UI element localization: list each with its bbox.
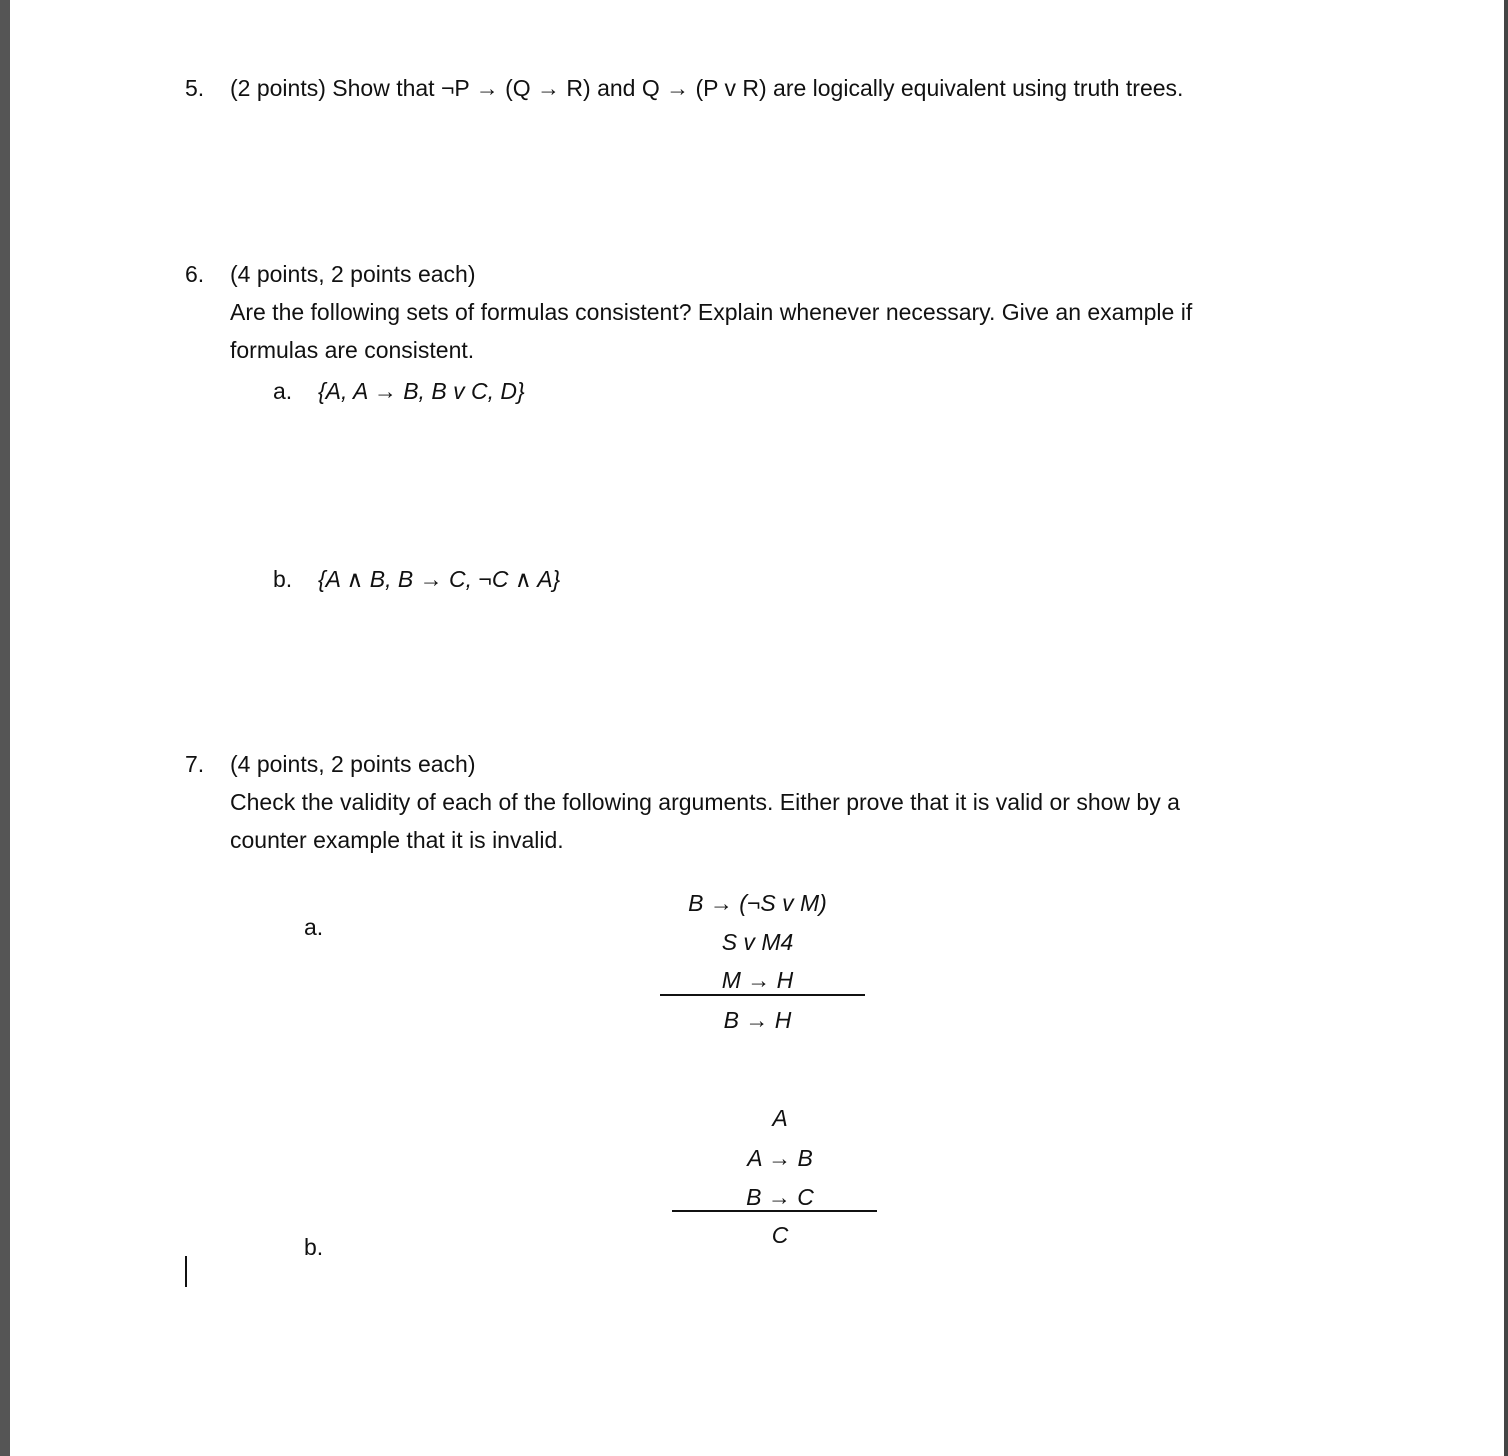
q6a-label: a. <box>273 378 293 404</box>
q7b-conclusion-line <box>672 1210 877 1212</box>
q7a-premise-3: M → H <box>721 967 794 993</box>
q7-number: 7. <box>185 751 205 777</box>
q6-points: (4 points, 2 points each) <box>230 261 476 287</box>
q7b-premise-2: A → B <box>747 1145 813 1171</box>
q5-text: (2 points) Show that ¬P → (Q → R) and Q → (P v R) are logically equivalent using truth trees. <box>230 75 1184 101</box>
q7a-premise-2: S v M4 <box>721 929 794 955</box>
q5-number: 5. <box>185 75 205 101</box>
q7b-premise-3: B → C <box>746 1184 814 1210</box>
q7b-conclusion: C <box>771 1222 789 1248</box>
q7-points: (4 points, 2 points each) <box>230 751 476 777</box>
q6-number: 6. <box>185 261 205 287</box>
q7a-premise-1: B → (¬S v M) <box>688 890 827 916</box>
q6-prompt-line2: formulas are consistent. <box>230 337 475 363</box>
q6b-label: b. <box>273 566 293 592</box>
q7a-conclusion: B → H <box>723 1007 792 1033</box>
q6-prompt-line1: Are the following sets of formulas consistent? Explain whenever necessary. Give an example if <box>230 299 1193 325</box>
left-page-edge <box>0 0 10 1456</box>
q7a-label: a. <box>304 914 324 940</box>
right-page-edge <box>1504 0 1508 1456</box>
q7-prompt-line2: counter example that it is invalid. <box>230 827 564 853</box>
q7a-conclusion-line <box>660 994 865 996</box>
q6b-set: {A ∧ B, B → C, ¬C ∧ A} <box>318 566 561 592</box>
text-cursor[interactable] <box>185 1256 187 1287</box>
q7-prompt-line1: Check the validity of each of the following arguments. Either prove that it is valid or show by a <box>230 789 1180 815</box>
q6a-set: {A, A → B, B v C, D} <box>318 378 525 404</box>
q7b-premise-1: A <box>772 1105 788 1131</box>
q7b-label: b. <box>304 1234 324 1260</box>
